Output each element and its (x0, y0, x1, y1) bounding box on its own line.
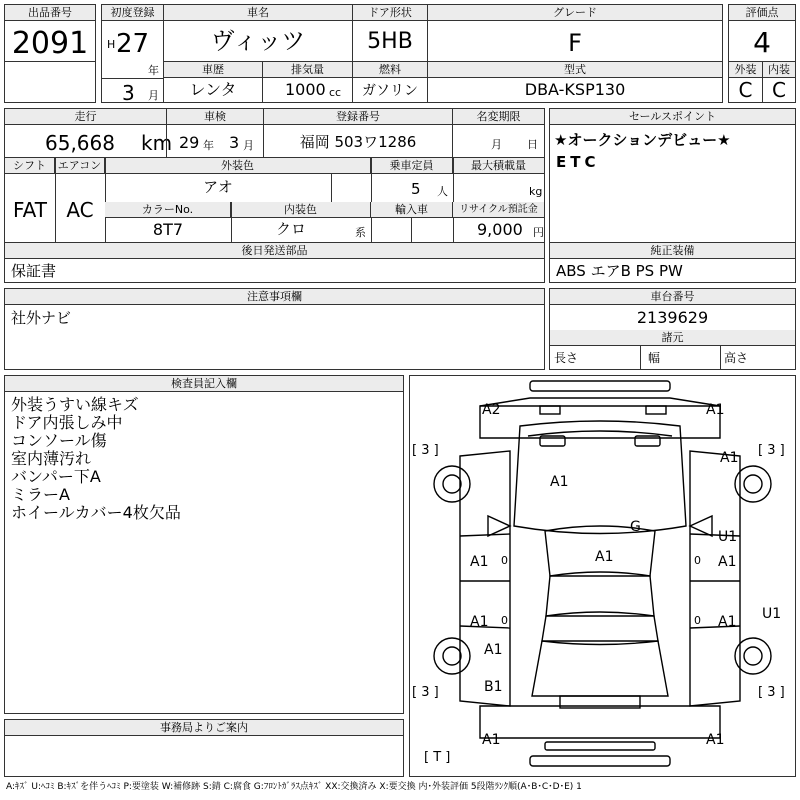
inspection-cell (166, 108, 264, 158)
score-label: 評価点 (729, 5, 795, 21)
kg-unit: kg (529, 185, 543, 198)
model-code-cell (427, 61, 723, 103)
history-cell (163, 61, 263, 103)
mark-tire-fl: [ 3 ] (412, 443, 439, 458)
caution-label: 注意事項欄 (5, 289, 544, 305)
inspector-note: ホイールカバー4枚欠品 (11, 503, 181, 522)
capacity: 5 (411, 180, 421, 198)
shift-aircon-color-block (4, 157, 545, 243)
month-unit: 月 (148, 89, 159, 102)
caution-cell (4, 288, 545, 370)
displacement-cell (262, 61, 353, 103)
mark-tire-rr: [ 3 ] (758, 685, 785, 700)
car-name: ヴィッツ (210, 27, 306, 55)
import-label: 輸入車 (371, 202, 453, 218)
cc-unit: cc (329, 86, 342, 99)
mileage: 65,668 (45, 131, 115, 155)
inspector-note: 外装うすい線キズ (11, 395, 139, 414)
yen-unit: 円 (533, 226, 544, 239)
mark-door-zero-4: 0 (694, 614, 701, 627)
mark-right-front-door: A1 (718, 554, 737, 570)
exterior-grade: C (738, 78, 753, 102)
length-label: 長さ (554, 351, 579, 365)
mark-door-zero-3: 0 (694, 554, 701, 567)
equipment: ABS エアB PS PW (556, 262, 683, 280)
person-unit: 人 (437, 185, 448, 198)
int-color-label: 内装色 (231, 202, 371, 218)
plate-label: 登録番号 (264, 109, 452, 125)
displacement-label: 排気量 (263, 62, 352, 78)
interior-grade: C (772, 78, 786, 102)
mark-left-front-door: A1 (470, 554, 489, 570)
inspection-month-unit: 月 (243, 139, 254, 152)
score: 4 (753, 26, 771, 59)
fuel: ガソリン (362, 83, 418, 99)
width-label: 幅 (648, 351, 661, 365)
inspection-label: 車検 (167, 109, 263, 125)
model-code: DBA-KSP130 (524, 80, 626, 99)
exterior-grade-cell (728, 61, 763, 103)
equipment-label: 純正装備 (550, 243, 795, 259)
mark-left-rear-door: A1 (470, 614, 489, 630)
int-color: クロ (275, 220, 306, 238)
inspection-year-unit: 年 (203, 139, 214, 152)
model-code-label: 型式 (428, 62, 722, 78)
later-parts: 保証書 (11, 262, 57, 280)
recycle-label: リサイクル預託金 (453, 202, 544, 218)
color-no: 8T7 (152, 220, 184, 239)
first-registration-month: 3 (122, 81, 135, 105)
chassis-label: 車台番号 (550, 289, 795, 305)
sales-point-cell (549, 108, 796, 243)
plate-cell (263, 108, 453, 158)
lot-number-empty (4, 61, 96, 103)
inspector-note: バンパー下A (11, 467, 101, 486)
mark-right-rear-wheel-area: U1 (762, 606, 782, 622)
damage-diagram (409, 375, 796, 777)
grade-label: グレード (428, 5, 722, 21)
lot-number: 2091 (11, 26, 89, 61)
mark-left-rear-quarter: B1 (484, 679, 503, 695)
history-label: 車歴 (164, 62, 262, 78)
name-change-cell (452, 108, 545, 158)
name-change-day-unit: 日 (527, 138, 538, 151)
name-change-month-unit: 月 (491, 138, 502, 151)
capacity-label: 乗車定員 (371, 158, 453, 174)
displacement: 1000 (285, 80, 326, 99)
equipment-cell (549, 242, 796, 283)
mark-right-mirror: U1 (718, 529, 738, 545)
inspection-month: 3 (229, 133, 240, 152)
mark-front-right-bumper: A1 (706, 402, 725, 418)
door-type: 5HB (367, 29, 413, 54)
mileage-label: 走行 (5, 109, 166, 125)
inspector-note: 室内薄汚れ (11, 449, 92, 468)
shift: FAT (12, 198, 47, 222)
chassis-number: 2139629 (636, 308, 709, 327)
grade-cell (427, 4, 723, 62)
interior-grade-cell (762, 61, 796, 103)
first-registration-year: 27 (116, 29, 150, 59)
office-notice-label: 事務局よりご案内 (5, 720, 403, 736)
mark-left-rear-fender: A1 (484, 642, 503, 658)
mark-right-front-fender: A1 (720, 450, 739, 466)
door-cell (352, 4, 428, 62)
plate-number: 福岡 503ワ1286 (299, 133, 417, 151)
mileage-cell (4, 108, 173, 158)
inspector-notes-label: 検査員記入欄 (5, 376, 403, 392)
mark-rear-right-bumper: A1 (706, 732, 725, 748)
mark-door-zero-1: 0 (501, 554, 508, 567)
inspector-note: コンソール傷 (11, 431, 107, 450)
shift-label: シフト (5, 158, 55, 174)
sales-point-line-1: ★オークションデビュー★ (554, 131, 731, 149)
mark-tire-rl: [ 3 ] (412, 685, 439, 700)
chassis-cell (549, 288, 796, 370)
fuel-cell (352, 61, 428, 103)
door-label: ドア形状 (353, 5, 427, 21)
max-load-label: 最大積載量 (453, 158, 544, 174)
history: レンタ (189, 80, 237, 99)
inspector-note: ドア内張しみ中 (11, 413, 123, 432)
era-h: H (107, 38, 116, 51)
inspector-notes-list (11, 396, 401, 522)
car-name-cell (163, 4, 353, 62)
first-registration-cell (101, 4, 164, 103)
exterior-grade-label: 外装 (729, 62, 762, 78)
ext-color-label: 外装色 (105, 158, 371, 174)
aircon: AC (66, 198, 94, 222)
km-unit: km (141, 131, 173, 155)
later-parts-cell (4, 242, 545, 283)
mark-rear-left-bumper: A1 (482, 732, 501, 748)
kei-unit: 系 (355, 226, 366, 239)
aircon-label: エアコン (55, 158, 105, 174)
dims-label: 諸元 (550, 330, 795, 346)
later-parts-label: 後日発送部品 (5, 243, 544, 259)
sales-point-label: セールスポイント (550, 109, 795, 125)
inspection-year: 29 (179, 133, 200, 152)
mark-windshield: G (630, 519, 641, 535)
inspector-notes-cell (4, 375, 404, 714)
grade: F (568, 29, 582, 57)
mark-tire-fr: [ 3 ] (758, 443, 785, 458)
caution-text: 社外ナビ (11, 309, 72, 327)
fuel-label: 燃料 (353, 62, 427, 78)
lot-number-label: 出品番号 (5, 5, 95, 21)
mark-hood: A1 (550, 474, 569, 490)
mark-right-rear-door: A1 (718, 614, 737, 630)
mark-front-left-bumper: A2 (482, 402, 501, 418)
car-outline-diagram (410, 376, 795, 776)
height-label: 高さ (724, 351, 749, 365)
office-notice-cell (4, 719, 404, 777)
ext-color: アオ (203, 178, 233, 196)
score-cell (728, 4, 796, 62)
interior-grade-label: 内装 (763, 62, 795, 78)
recycle-fee: 9,000 (477, 220, 523, 239)
lot-number-cell (4, 4, 96, 62)
color-no-label: カラーNo. (105, 202, 231, 218)
mark-door-zero-2: 0 (501, 614, 508, 627)
car-name-label: 車名 (164, 5, 352, 21)
mark-roof: A1 (595, 549, 614, 565)
first-registration-label: 初度登録 (102, 5, 163, 21)
mark-spare-tire: [ T ] (424, 750, 451, 765)
damage-legend: A:ｷｽﾞ U:ﾍｺﾐ B:ｷｽﾞを伴うﾍｺﾐ P:要塗装 W:補修跡 S:錆 C:腐食 G:ﾌﾛﾝﾄｶﾞﾗｽ点ｷｽﾞ XX:交換済み X:要交換 内･外装評価 5段階ﾗﾝｸ順(A･B･C･D･E) 1 (6, 782, 582, 792)
name-change-label: 名変期限 (453, 109, 544, 125)
inspector-note: ミラーA (11, 485, 70, 504)
year-unit: 年 (148, 64, 159, 77)
sales-point-line-2: ETC (556, 153, 600, 171)
